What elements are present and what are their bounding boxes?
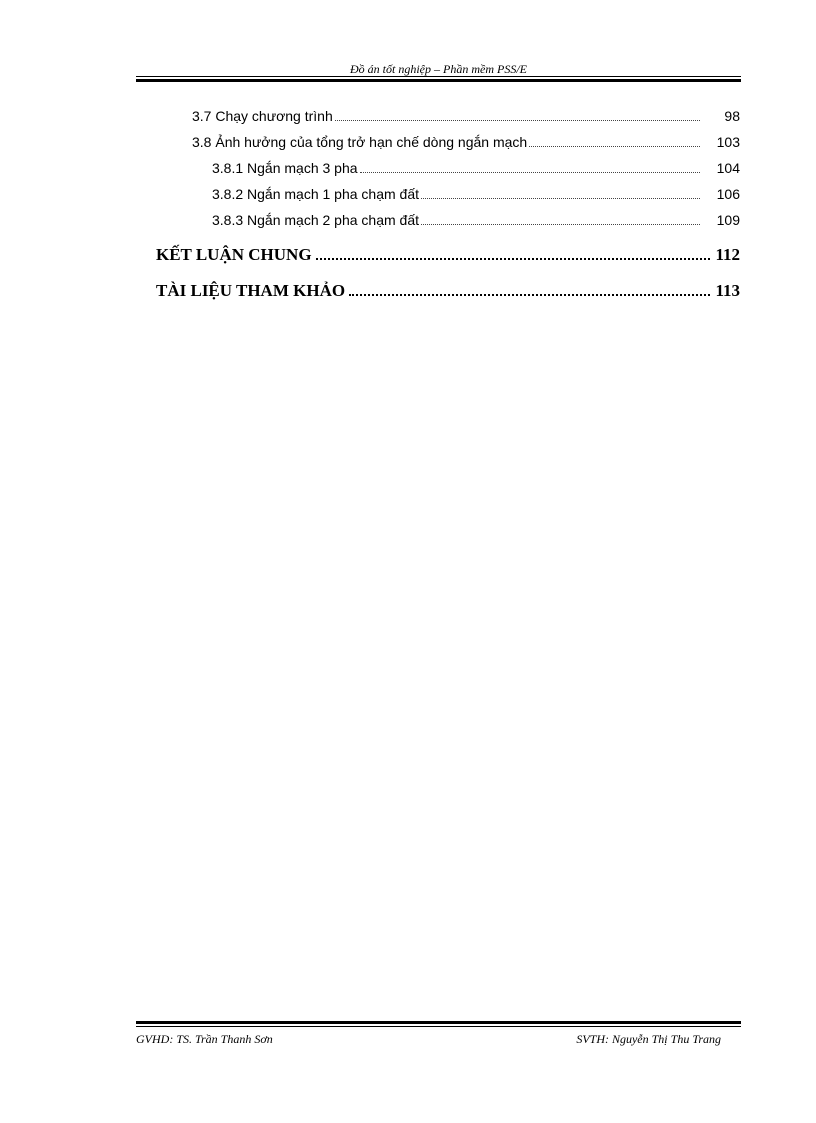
toc-entry-label: 3.8.2 Ngắn mạch 1 pha chạm đất <box>212 186 420 202</box>
toc-dot-leader <box>421 223 700 225</box>
toc-dot-leader <box>335 119 700 121</box>
toc-dot-leader <box>529 145 700 147</box>
footer-rule-thick <box>136 1021 741 1024</box>
toc-dot-leader <box>421 197 700 199</box>
toc-chapter-label: KẾT LUẬN CHUNG <box>156 245 312 264</box>
toc-entry-page: 104 <box>716 160 740 176</box>
toc-chapter-entry[interactable] <box>150 230 740 266</box>
toc-dot-leader <box>360 171 700 173</box>
toc-entry-page: 109 <box>716 212 740 228</box>
header-title: Đồ án tốt nghiệp – Phần mềm PSS/E <box>350 62 527 76</box>
footer-student: SVTH: Nguyễn Thị Thu Trang <box>576 1032 721 1046</box>
footer-advisor: GVHD: TS. Trần Thanh Sơn <box>136 1032 273 1046</box>
toc-entry-label: 3.8.1 Ngắn mạch 3 pha <box>212 160 358 176</box>
table-of-contents <box>150 100 740 302</box>
toc-dot-leader <box>349 293 710 296</box>
toc-entry[interactable] <box>150 126 740 152</box>
toc-entry-page: 98 <box>724 108 740 124</box>
toc-chapter-label: TÀI LIỆU THAM KHẢO <box>156 281 346 300</box>
toc-chapter-entry[interactable] <box>150 266 740 302</box>
header-rule-thin <box>136 76 741 77</box>
header-rule-thick <box>136 79 741 82</box>
toc-entry-label: 3.8 Ảnh hưởng của tổng trở hạn chế dòng ngắn mạch <box>192 134 528 150</box>
toc-entry[interactable] <box>150 178 740 204</box>
toc-dot-leader <box>316 257 710 260</box>
toc-entry[interactable] <box>150 204 740 230</box>
footer-rule-thin <box>136 1026 741 1027</box>
toc-chapter-page: 113 <box>715 281 740 300</box>
toc-entry[interactable] <box>150 100 740 126</box>
page-footer <box>136 1031 741 1049</box>
toc-chapter-page: 112 <box>715 245 740 264</box>
toc-entry-page: 106 <box>716 186 740 202</box>
page-header <box>136 58 741 77</box>
toc-entry[interactable] <box>150 152 740 178</box>
toc-entry-label: 3.8.3 Ngắn mạch 2 pha chạm đất <box>212 212 420 228</box>
toc-entry-label: 3.7 Chạy chương trình <box>192 108 333 124</box>
toc-entry-page: 103 <box>716 134 740 150</box>
